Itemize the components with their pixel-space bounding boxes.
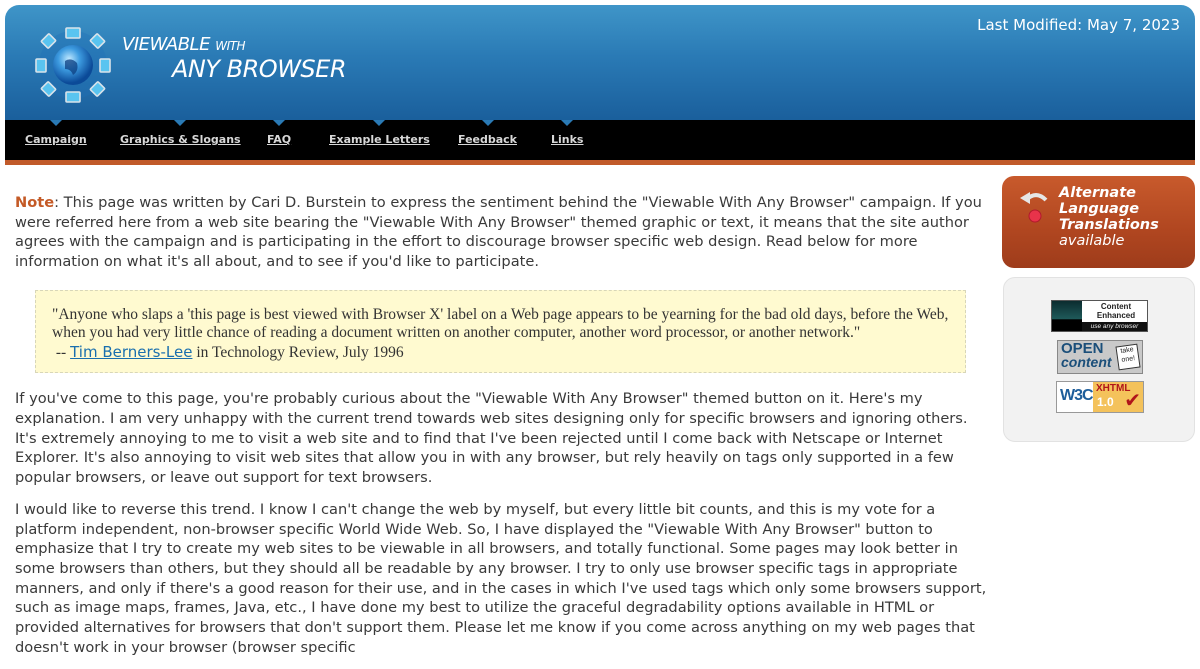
nav-faq[interactable]: FAQ: [267, 133, 292, 146]
nav-accent-bar: [5, 160, 1195, 165]
globe-network-logo-icon: [35, 27, 111, 103]
xhtml-label: XHTML: [1096, 383, 1131, 394]
quote-source: in Technology Review, July 1996: [192, 343, 404, 361]
nav-graphics-slogans[interactable]: Graphics & Slogans: [120, 133, 241, 146]
quote-text: "Anyone who slaps a 'this page is best viewed with Browser X' label on a Web page appears to be yearning for the bad old days, before the Web, when you had very little chance of reading a document written on another computer, another word processor, or another network.": [52, 305, 949, 342]
quote-attribution: [52, 343, 949, 363]
badge-oc-content: content: [1061, 354, 1112, 370]
nav-links[interactable]: Links: [551, 133, 584, 146]
attribution-prefix: --: [55, 343, 71, 361]
nav-example-letters[interactable]: Example Letters: [329, 133, 430, 146]
note-label: Note: [15, 194, 55, 211]
open-content-badge[interactable]: [1057, 340, 1143, 374]
nav-campaign[interactable]: Campaign: [25, 133, 87, 146]
translations-line3: Translations: [1059, 217, 1159, 233]
badge-oc-take-one-tag: take one!: [1115, 344, 1140, 371]
badges-panel: [1003, 277, 1195, 442]
badge-oc-open: OPEN: [1061, 340, 1104, 357]
content-enhanced-badge[interactable]: [1051, 300, 1148, 332]
badge-ce-line3: use any browser: [1082, 322, 1147, 331]
main-nav: [5, 120, 1195, 160]
translations-label: [1059, 185, 1159, 249]
intro-note: [15, 193, 990, 272]
xhtml-version: 1.0: [1097, 395, 1114, 409]
berners-lee-quote: [35, 290, 966, 374]
badge-ce-line2: Enhanced: [1096, 311, 1136, 320]
logo-word-viewable: VIEWABLE: [122, 34, 210, 55]
alternate-language-translations-button[interactable]: [1002, 176, 1195, 268]
horizon-image-icon: [1052, 301, 1082, 331]
last-modified-date: Last Modified: May 7, 2023: [977, 16, 1180, 34]
paragraph-explanation: If you've come to this page, you're probably curious about the "Viewable With Any Browser" themed button on it. Here's my explanation. I am very unhappy with the current trend towards web sites designing only for specific browsers and ignoring others. It's extremely annoying to me to visit a web site and to find that I've been rejected until I come back with Netscape or Internet Explorer. It's also annoying to visit web sites that allow you in with any browser, but rely heavily on tags only supported in a few popular browsers, or leave out support for text browsers.: [15, 390, 968, 487]
translations-line2: Language: [1059, 201, 1140, 217]
main-content: [15, 193, 990, 669]
site-header: [5, 5, 1195, 120]
xhtml-panel: [1093, 382, 1143, 412]
tim-berners-lee-link[interactable]: Tim Berners-Lee: [70, 342, 193, 361]
badge-ce-line1: Content: [1100, 302, 1132, 311]
logo-word-any-browser: ANY BROWSER: [172, 55, 346, 83]
checkmark-icon: ✔: [1124, 388, 1141, 412]
note-text: : This page was written by Cari D. Burstein to express the sentiment behind the "Viewable With Any Browser" campaign. If you were referred here from a web site bearing the "Viewable With Any Browser" themed graphic or text, it means that the site author agrees with the campaign and is participating in the effort to discourage browser specific web design. Read below for more information on what it's all about, and to see if you'd like to participate.: [15, 194, 982, 271]
site-logo-text: [122, 35, 346, 82]
nav-feedback[interactable]: Feedback: [458, 133, 517, 146]
w3c-xhtml-badge[interactable]: [1056, 381, 1144, 413]
translations-line4: available: [1059, 233, 1125, 249]
translations-line1: Alternate: [1059, 185, 1136, 201]
logo-word-with: WITH: [215, 39, 245, 53]
paragraph-reverse-trend: I would like to reverse this trend. I know I can't change the web by myself, but every little bit counts, and this is my vote for a platform independent, non-browser specific World Wide Web. So, I have displayed the "Viewable With Any Browser" button to emphasize that I try to create my web sites to be viewable in all browsers, and totally functional. Some pages may look better in some browsers than others, but they should all be readable by any browser. I try to only use browser specific tags in appropriate manners, and only if there's a good reason for their use, and in the cases in which I've used tags which only some browsers support, such as image maps, frames, Java, etc., I have done my best to utilize the graceful degradability options available in HTML or provided alternatives for browsers that don't support them. Please let me know if you come across anything on my web pages that doesn't work in your browser (browser specific: [15, 500, 987, 656]
undo-arrow-icon: [1018, 186, 1052, 226]
w3c-label: W3C: [1060, 387, 1093, 404]
